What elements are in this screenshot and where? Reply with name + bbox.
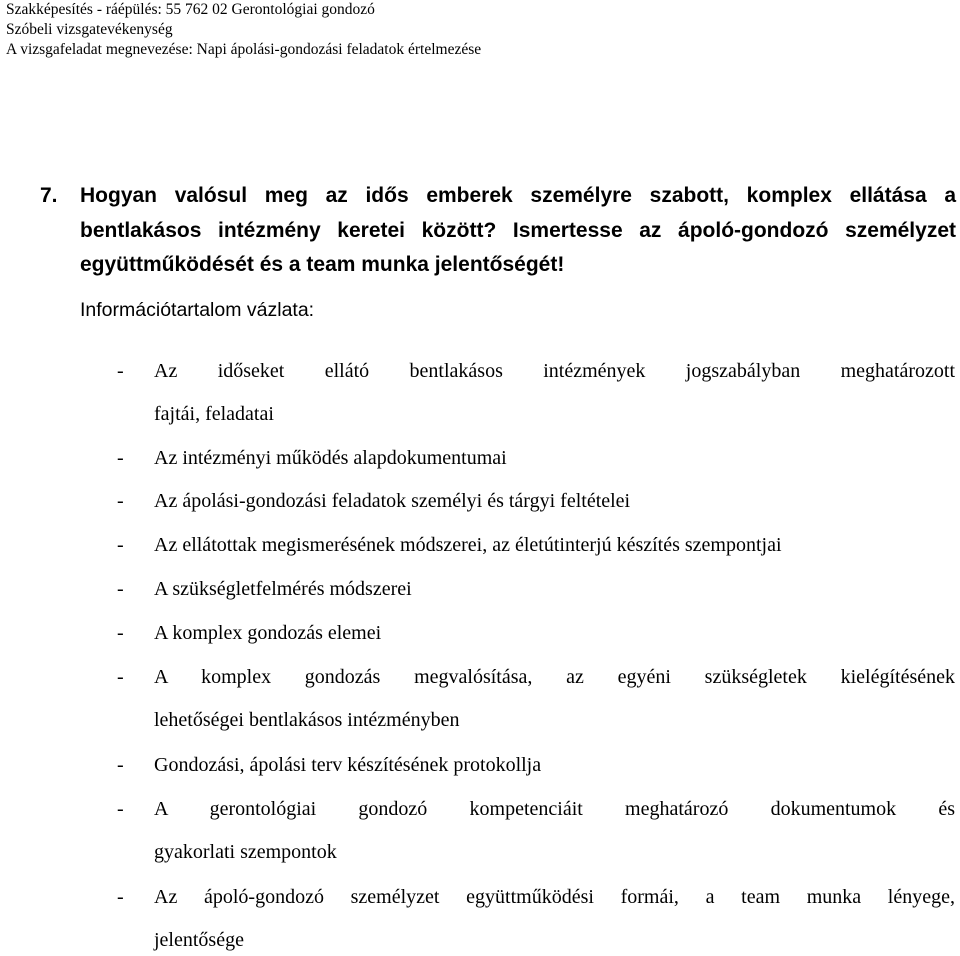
list-dash: - [117,754,124,776]
list-item-line-1: Gondozási, ápolási terv készítésének protokollja [154,754,542,776]
list-item-line-1: Az időseket ellátó bentlakásos intézmények jogszabályban meghatározott [154,360,955,382]
list-dash: - [117,622,124,644]
list-dash: - [117,578,124,600]
question-line-3: együttműködését és a team munka jelentőségét! [80,253,565,276]
list-item-line-1: Az ápolási-gondozási feladatok személyi és tárgyi feltételei [154,490,631,512]
list-dash: - [117,447,124,469]
header-qualification: Szakképesítés - ráépülés: 55 762 02 Gerontológiai gondozó [6,1,375,18]
list-item-line-1: Az ellátottak megismerésének módszerei, az életútinterjú készítés szempontjai [154,534,782,556]
info-outline-title: Információtartalom vázlata: [80,299,315,321]
list-dash: - [117,666,124,688]
list-dash: - [117,534,124,556]
list-item-line-1: Az ápoló-gondozó személyzet együttműködési formái, a team munka lényege, [154,886,955,908]
list-item-line-2: jelentősége [154,929,244,951]
question-line-1: Hogyan valósul meg az idős emberek személyre szabott, komplex ellátása a [80,184,956,207]
question-line-2: bentlakásos intézmény keretei között? Ismertesse az ápoló-gondozó személyzet [80,218,956,242]
header-exam-activity: Szóbeli vizsgatevékenység [6,21,173,38]
list-item-line-1: A gerontológiai gondozó kompetenciáit meghatározó dokumentumok és [154,798,955,820]
list-item-line-1: A komplex gondozás elemei [154,622,382,644]
list-dash: - [117,360,124,382]
question-number: 7. [40,184,58,207]
list-item-line-2: gyakorlati szempontok [154,841,337,863]
list-dash: - [117,490,124,512]
list-item-line-1: Az intézményi működés alapdokumentumai [154,447,507,469]
header-task-name: A vizsgafeladat megnevezése: Napi ápolási-gondozási feladatok értelmezése [6,41,482,58]
page-header [6,0,481,60]
list-dash: - [117,798,124,820]
list-dash: - [117,886,124,908]
list-item-line-1: A szükségletfelmérés módszerei [154,578,412,600]
list-item-line-2: lehetőségei bentlakásos intézményben [154,709,460,731]
list-item-line-1: A komplex gondozás megvalósítása, az egyéni szükségletek kielégítésének [154,666,955,688]
list-item-line-2: fajtái, feladatai [154,403,274,425]
